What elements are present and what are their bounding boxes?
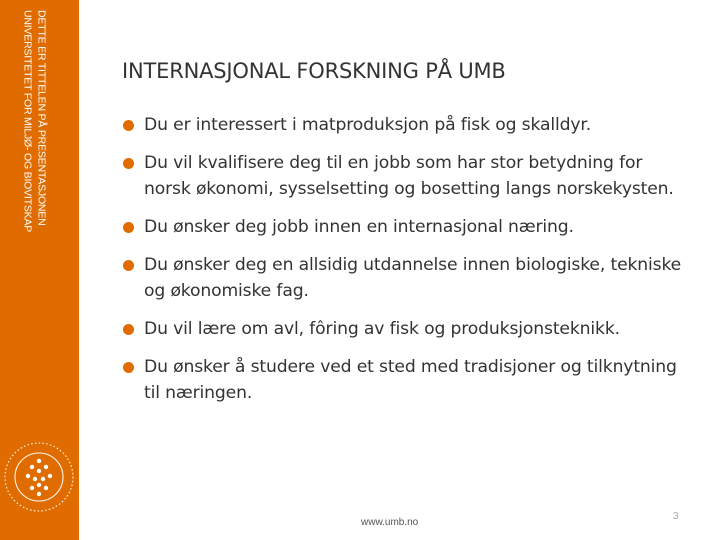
university-name-vertical: UNIVERSITETET FOR MILJØ- OG BIOVITSKAP — [21, 10, 34, 233]
presentation-title-vertical: DETTE ER TITTELEN PÅ PRESENTASJONEN — [35, 10, 48, 226]
bullet-dot-icon — [123, 158, 134, 169]
bullet-dot-icon — [123, 120, 134, 131]
bullet-text: Du vil lære om avl, fôring av fisk og produksjonsteknikk. — [144, 319, 620, 339]
bullet-item — [122, 112, 682, 138]
sidebar — [0, 0, 79, 540]
umb-seal-logo-icon — [2, 440, 76, 514]
bullet-text: Du ønsker deg jobb innen en internasjonal næring. — [144, 217, 574, 237]
bullet-text: Du er interessert i matproduksjon på fisk og skalldyr. — [144, 115, 592, 135]
footer-url: www.umb.no — [361, 517, 419, 528]
page-number: 3 — [673, 511, 679, 522]
bullet-item — [122, 316, 682, 342]
slide-title: INTERNASJONAL FORSKNING PÅ UMB — [122, 59, 506, 83]
bullet-list — [122, 112, 682, 418]
bullet-text: Du vil kvalifisere deg til en jobb som har stor betydning for norsk økonomi, sysselsetting og bosetting langs norskekysten. — [144, 153, 674, 199]
bullet-item — [122, 354, 682, 406]
bullet-item — [122, 150, 682, 202]
bullet-item — [122, 214, 682, 240]
bullet-dot-icon — [123, 362, 134, 373]
bullet-dot-icon — [123, 260, 134, 271]
bullet-text: Du ønsker å studere ved et sted med tradisjoner og tilknytning til næringen. — [144, 357, 677, 403]
bullet-item — [122, 252, 682, 304]
bullet-dot-icon — [123, 324, 134, 335]
bullet-dot-icon — [123, 222, 134, 233]
bullet-text: Du ønsker deg en allsidig utdannelse innen biologiske, tekniske og økonomiske fag. — [144, 255, 682, 301]
